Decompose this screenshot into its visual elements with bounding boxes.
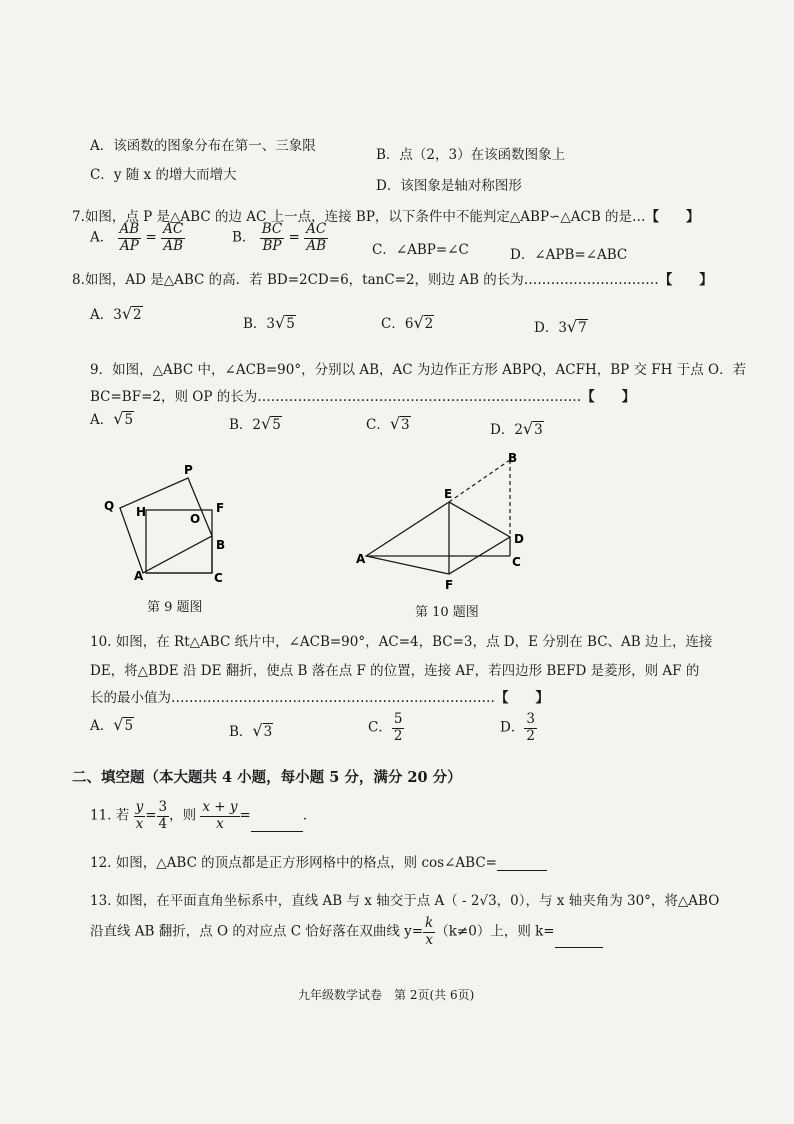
section-2-title: 二、填空题（本大题共 4 小题，每小题 5 分，满分 20 分） (72, 769, 462, 786)
q9-option-d: D．2√3 (490, 419, 543, 438)
q13-line1: 13. 如图，在平面直角坐标系中，直线 AB 与 x 轴交于点 A（ - 2√3，0），与 x 轴夹角为 30°，将△ABO (90, 893, 720, 909)
q9-option-a: A．√5 (90, 409, 134, 428)
answer-blank[interactable] (555, 947, 603, 948)
q12-line: 12. 如图，△ABC 的顶点都是正方形网格中的格点，则 cos∠ABC= (90, 851, 547, 871)
answer-bracket: 【 】 (658, 272, 713, 288)
q8-stem: 8.如图，AD 是△ABC 的高．若 BD=2CD=6，tanC=2，则边 AB 的长为…………………………【 】 (72, 272, 713, 288)
fig9-label-b: B (216, 538, 226, 552)
q7-option-d: D．∠APB=∠ABC (510, 247, 628, 263)
q9-stem-line1: 9．如图，△ABC 中，∠ACB=90°，分别以 AB，AC 为边作正方形 ABPQ，ACFH，BP 交 FH 于点 O．若 (90, 362, 747, 378)
fraction: $\frac{AB}{AP}$ (119, 221, 140, 254)
q8-option-c: C．6√2 (381, 313, 434, 332)
q10-stem-line3: 长的最小值为………………………………………………………………【 】 (90, 690, 549, 706)
q8-option-d: D．3√7 (534, 317, 587, 336)
answer-bracket: 【 】 (495, 690, 549, 706)
fig10-label-f: F (445, 578, 454, 592)
q9-option-b: B．2√5 (229, 414, 281, 433)
q10-option-d: D． $\frac{3}{2}$ (500, 711, 535, 744)
figure-9-diagram (100, 460, 250, 590)
q9-stem-line2: BC=BF=2，则 OP 的长为………………………………………………………………【 】 (90, 389, 636, 405)
q9-option-c: C．√3 (366, 414, 410, 433)
figure-10-caption: 第 10 题图 (415, 605, 479, 620)
fig9-label-q: Q (104, 499, 115, 513)
q10-option-c: C． $\frac{5}{2}$ (368, 711, 403, 744)
fraction: $\frac{x + y}{x}$ (202, 799, 238, 832)
fraction: $\frac{AC}{AB}$ (306, 221, 327, 254)
fraction: $\frac{k}{x}$ (425, 915, 434, 948)
page-footer: 九年级数学试卷 第 2页(共 6页) (298, 988, 475, 1002)
q8-option-b: B．3√5 (243, 313, 295, 332)
fraction: $\frac{5}{2}$ (393, 711, 403, 744)
fig9-label-c: C (214, 571, 223, 585)
fig10-label-e: E (444, 487, 453, 501)
q7-option-b: B． $\frac{BC}{BP}$ = $\frac{AC}{AB}$ (232, 221, 327, 254)
q11-line: 11. 若 $\frac{y}{x}$ = $\frac{3}{4}$ ，则 $\frac{x + y}{x}$ = ． (90, 799, 317, 832)
fraction: $\frac{3}{2}$ (526, 711, 535, 744)
answer-bracket: 【 】 (581, 389, 636, 405)
q6-option-a: A．该函数的图象分布在第一、三象限 (90, 138, 316, 154)
fig10-label-a: A (356, 552, 366, 566)
answer-bracket: 【 】 (645, 209, 700, 225)
figure-10-diagram (352, 448, 532, 593)
q10-option-a: A．√5 (90, 715, 134, 734)
answer-blank[interactable] (497, 870, 547, 871)
q8-option-a: A．3√2 (90, 304, 142, 323)
fig9-label-o: O (190, 512, 201, 526)
fig10-label-b: B (508, 451, 518, 465)
q10-option-b: B．√3 (229, 721, 273, 740)
fig9-label-h: H (136, 505, 147, 519)
q6-option-c: C．y 随 x 的增大而增大 (90, 167, 237, 183)
answer-blank[interactable] (251, 831, 303, 832)
fig10-label-d: D (514, 532, 524, 546)
fig9-label-p: P (184, 463, 193, 477)
q7-option-a: A． $\frac{AB}{AP}$ = $\frac{AC}{AB}$ (90, 221, 184, 254)
fig10-label-c: C (512, 555, 521, 569)
fraction: $\frac{3}{4}$ (158, 799, 168, 832)
fig9-label-a: A (134, 569, 144, 583)
fraction: $\frac{y}{x}$ (135, 799, 144, 832)
q13-line2: 沿直线 AB 翻折，点 O 的对应点 C 恰好落在双曲线 y= $\frac{k}{x}$ （k≠0）上，则 k= (90, 916, 603, 948)
q10-stem-line1: 10. 如图，在 Rt△ABC 纸片中，∠ACB=90°，AC=4，BC=3，点 D，E 分别在 BC、AB 边上，连接 (90, 634, 713, 650)
fraction: $\frac{AC}{AB}$ (163, 221, 184, 254)
q6-option-d: D．该图象是轴对称图形 (376, 178, 522, 194)
fig9-label-f: F (216, 501, 225, 515)
figure-9-caption: 第 9 题图 (147, 600, 203, 615)
fraction: $\frac{BC}{BP}$ (261, 221, 283, 254)
q7-option-c: C．∠ABP=∠C (372, 242, 469, 258)
q6-option-b: B．点（2，3）在该函数图象上 (376, 147, 566, 163)
q7-stem: 7.如图，点 P 是△ABC 的边 AC 上一点，连接 BP，以下条件中不能判定△ABP∽△ACB 的是…【 】 (72, 209, 700, 225)
q10-stem-line2: DE，将△BDE 沿 DE 翻折，使点 B 落在点 F 的位置，连接 AF，若四边形 BEFD 是菱形，则 AF 的 (90, 663, 700, 679)
